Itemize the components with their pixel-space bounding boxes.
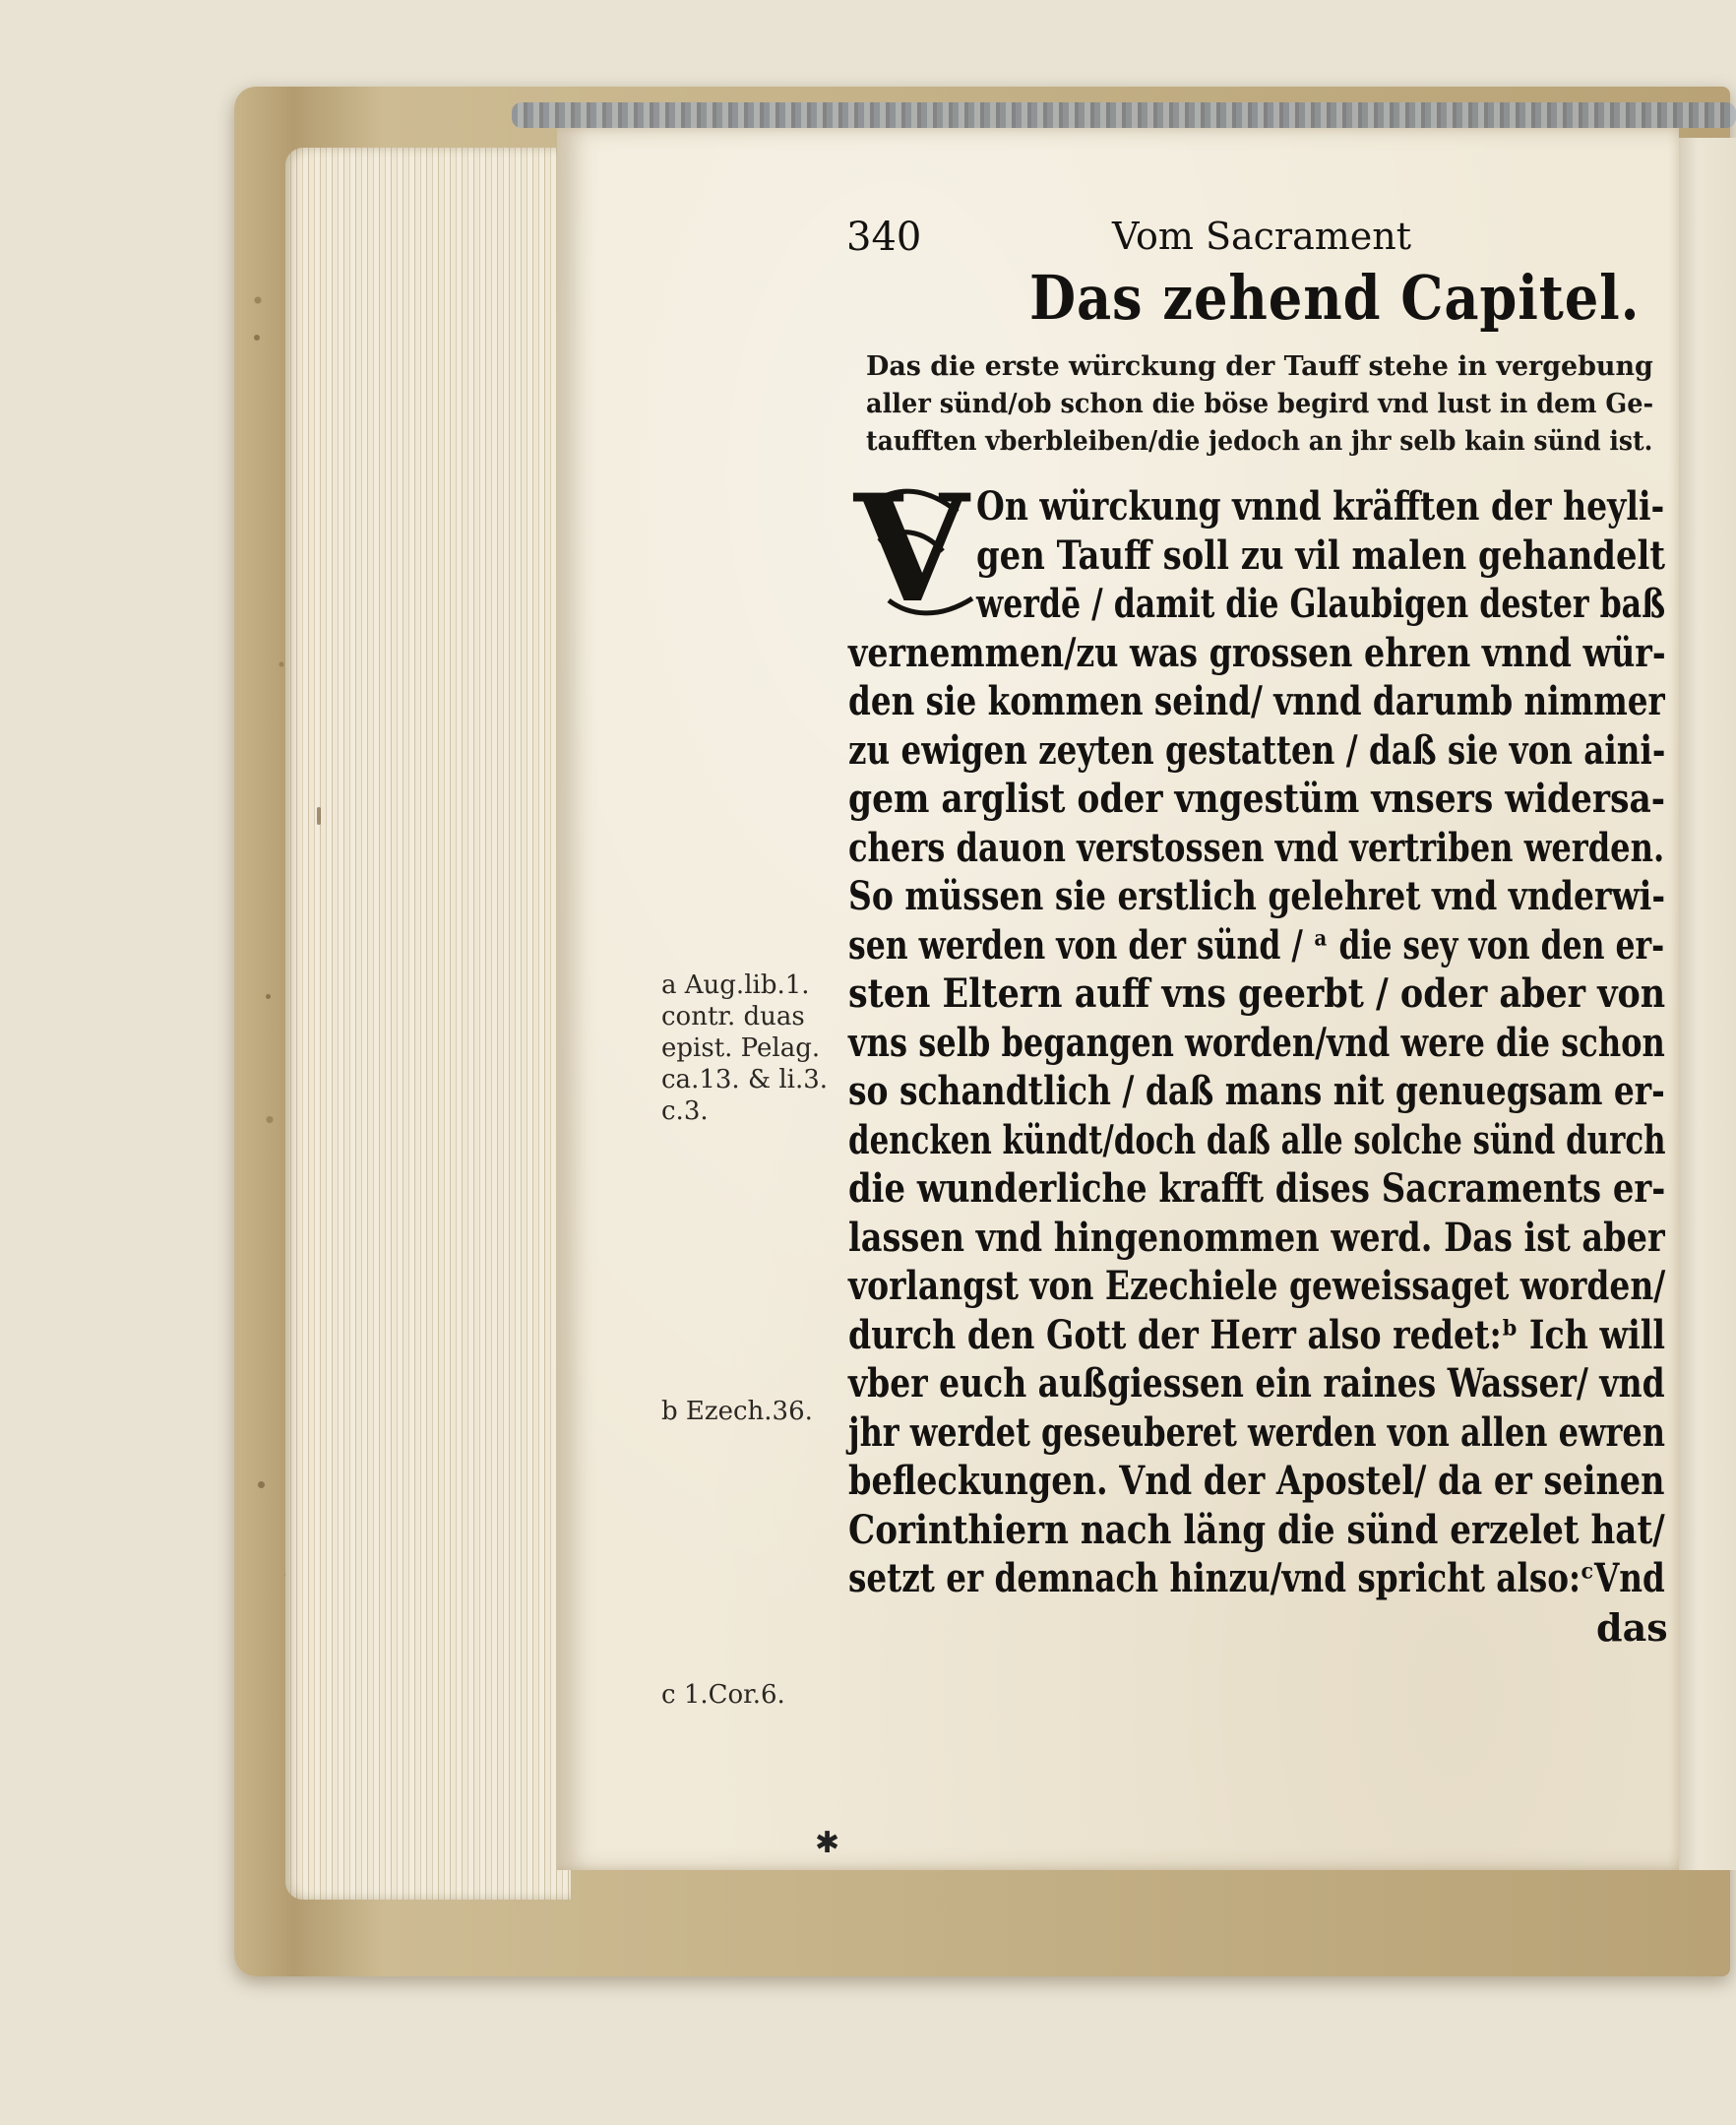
body-line: chers dauon verstossen vnd vertriben werden. (848, 824, 1665, 871)
body-line: jhr werdet geseuberet werden von allen ewren (848, 1408, 1665, 1456)
marginal-line: ca.13. & li.3. (661, 1065, 829, 1094)
marginal-line: contr. duas (661, 1002, 805, 1031)
marginal-note-b (661, 1396, 838, 1427)
body-line: so schandtlich / daß mans nit genuegsam er- (848, 1068, 1665, 1114)
body-line: gem arglist oder vngestüm vnsers widersa- (848, 776, 1666, 822)
chapter-title: Das zehend Capitel. (1029, 262, 1641, 334)
body-line: vernemmen/zu was grossen ehren vnnd wür- (848, 629, 1666, 676)
ornament-mark-icon: ✱ (815, 1826, 840, 1860)
marginal-note-a (661, 969, 838, 1127)
summary-line: taufften vberbleiben/die jedoch an jhr selb kain sünd ist. (866, 426, 1653, 457)
chapter-summary (866, 348, 1653, 461)
headband (512, 102, 1736, 128)
foxing-spot (254, 335, 260, 341)
page-edges (285, 148, 571, 1900)
initial-flourish-icon (864, 482, 982, 630)
running-head (846, 215, 1437, 264)
body-line: gen Tauff soll zu vil malen gehandelt (976, 531, 1665, 579)
catchword: das (1596, 1604, 1668, 1650)
body-line: vns selb begangen worden/vnd were die schon (848, 1019, 1665, 1066)
body-line: befleckungen. Vnd der Apostel/ da er seinen (848, 1458, 1665, 1504)
marginal-note-c (661, 1679, 838, 1711)
foxing-spot (317, 807, 321, 825)
body-line: setzt er demnach hinzu/vnd spricht also:ᶜVnd (848, 1555, 1665, 1601)
body-line: So müssen sie erstlich gelehret vnd vnderwi- (848, 873, 1666, 919)
summary-line: aller sünd/ob schon die böse begird vnd lust in dem Ge- (866, 389, 1654, 419)
foxing-spot (258, 1481, 265, 1488)
body-line: werdē / damit die Glaubigen dester baß (976, 581, 1666, 627)
page-number: 340 (846, 215, 922, 260)
body-line: vber euch außgiessen ein raines Wasser/ vnd (848, 1360, 1665, 1406)
marginal-line: c 1.Cor.6. (661, 1680, 785, 1710)
marginal-line: a Aug.lib.1. (661, 970, 810, 1000)
body-line: zu ewigen zeyten gestatten / daß sie von aini- (848, 726, 1666, 774)
body-line: sten Eltern auff vns geerbt / oder aber von (848, 970, 1666, 1017)
marginal-line: b Ezech.36. (661, 1397, 813, 1426)
facing-page-edge (1673, 138, 1736, 1870)
marginal-line: epist. Pelag. (661, 1033, 821, 1063)
body-line: vorlangst von Ezechiele geweissaget worden/ (848, 1263, 1666, 1309)
body-line: die wunderliche krafft dises Sacraments er- (848, 1165, 1666, 1212)
body-line: durch den Gott der Herr also redet:ᵇ Ich will (848, 1311, 1665, 1358)
body-line: sen werden von der sünd / ᵃ die sey von den er- (848, 921, 1665, 969)
body-line: den sie kommen seind/ vnnd darumb nimmer (848, 678, 1665, 724)
summary-line: Das die erste würckung der Tauff stehe in vergebung (866, 351, 1653, 382)
marginal-line: c.3. (661, 1096, 709, 1126)
foxing-spot (266, 994, 271, 999)
running-title: Vom Sacrament (1112, 215, 1411, 258)
body-line: Corinthiern nach läng die sünd erzelet hat/ (848, 1506, 1665, 1553)
body-line: lassen vnd hingenommen werd. Das ist aber (848, 1214, 1665, 1261)
decorated-initial: V (853, 463, 969, 636)
body-line: dencken kündt/doch daß alle solche sünd durch (848, 1116, 1666, 1163)
body-line: On würckung vnnd kräfften der heyli- (976, 483, 1665, 530)
